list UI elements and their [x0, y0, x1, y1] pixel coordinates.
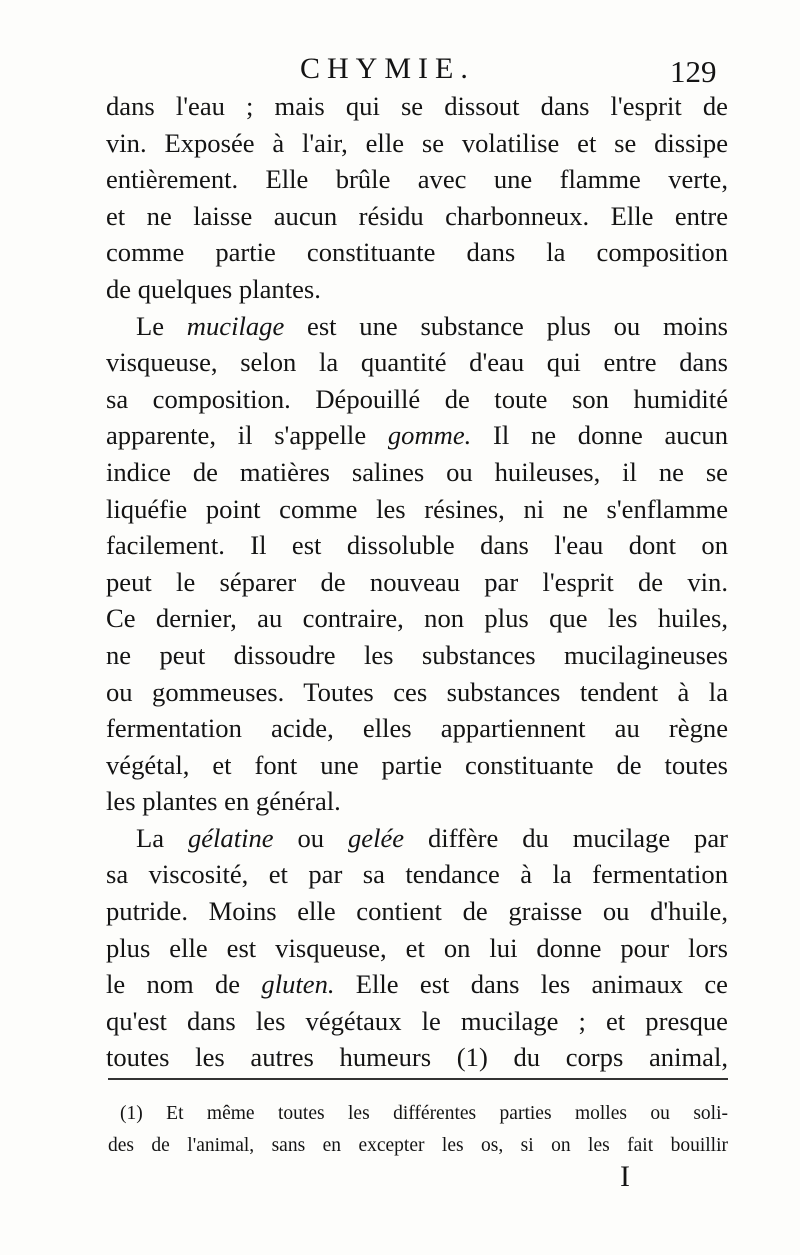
text-line: sa viscosité, et par sa tendance à la fermentation — [106, 859, 728, 890]
text-line: apparente, il s'appelle gomme. Il ne donne aucun — [106, 420, 728, 451]
text-line: plus elle est visqueuse, et on lui donne pour lors — [106, 932, 728, 963]
text-line: les plantes en général. — [106, 786, 341, 817]
footnote — [108, 1098, 728, 1162]
text-line: sa composition. Dépouillé de toute son humidité — [106, 383, 728, 414]
term-gelatine: gélatine — [187, 822, 274, 853]
text-line: dans l'eau ; mais qui se dissout dans l'esprit de — [106, 91, 728, 121]
text-line: facilement. Il est dissoluble dans l'eau dont on — [106, 530, 728, 561]
text-line: toutes les autres humeurs (1) du corps animal, — [106, 1042, 728, 1073]
body-text — [106, 88, 728, 1076]
paragraph-mucilage-start: Le mucilage est une substance plus ou moins — [136, 310, 728, 341]
text-line: entièrement. Elle brûle avec une flamme verte, — [106, 164, 728, 195]
text-line: ne peut dissoudre les substances mucilagineuses — [106, 639, 728, 670]
term-gelee: gelée — [347, 822, 405, 853]
text-line: de quelques plantes. — [106, 273, 321, 304]
text-line: fermentation acide, elles appartiennent au règne — [106, 713, 728, 744]
text-line: Ce dernier, au contraire, non plus que les huiles, — [106, 603, 728, 634]
text-line: visqueuse, selon la quantité d'eau qui entre dans — [106, 347, 728, 378]
signature-mark: I — [620, 1160, 630, 1193]
text-line: peut le séparer de nouveau par l'esprit de vin. — [106, 566, 728, 597]
term-gluten: gluten. — [261, 969, 335, 1000]
text-line: et ne laisse aucun résidu charbonneux. Elle entre — [106, 200, 728, 231]
text-line: qu'est dans les végétaux le mucilage ; et presque — [106, 1005, 728, 1036]
footnote-line: des de l'animal, sans en excepter les os, si on les fait bouillir — [108, 1135, 728, 1156]
text-line: ou gommeuses. Toutes ces substances tendent à la — [106, 676, 728, 707]
term-mucilage: mucilage — [186, 310, 285, 341]
text-line: indice de matières salines ou huileuses, il ne se — [106, 456, 728, 487]
text-line: putride. Moins elle contient de graisse ou d'huile, — [106, 896, 728, 927]
footnote-line: (1) Et même toutes les différentes parties molles ou soli- — [120, 1103, 728, 1124]
text-line: végétal, et font une partie constituante de toutes — [106, 749, 728, 780]
text-line: le nom de gluten. Elle est dans les animaux ce — [106, 969, 728, 1000]
footnote-divider — [108, 1078, 728, 1080]
paragraph-gelatine-start: La gélatine ou gelée diffère du mucilage par — [136, 822, 728, 853]
text-line: comme partie constituante dans la composition — [106, 237, 728, 268]
page-number: 129 — [670, 54, 717, 89]
running-title: CHYMIE. — [300, 52, 475, 85]
text-line: liquéfie point comme les résines, ni ne s'enflamme — [106, 493, 728, 524]
running-head — [0, 52, 800, 92]
text-line: vin. Exposée à l'air, elle se volatilise et se dissipe — [106, 127, 728, 158]
term-gomme: gomme. — [387, 420, 472, 451]
